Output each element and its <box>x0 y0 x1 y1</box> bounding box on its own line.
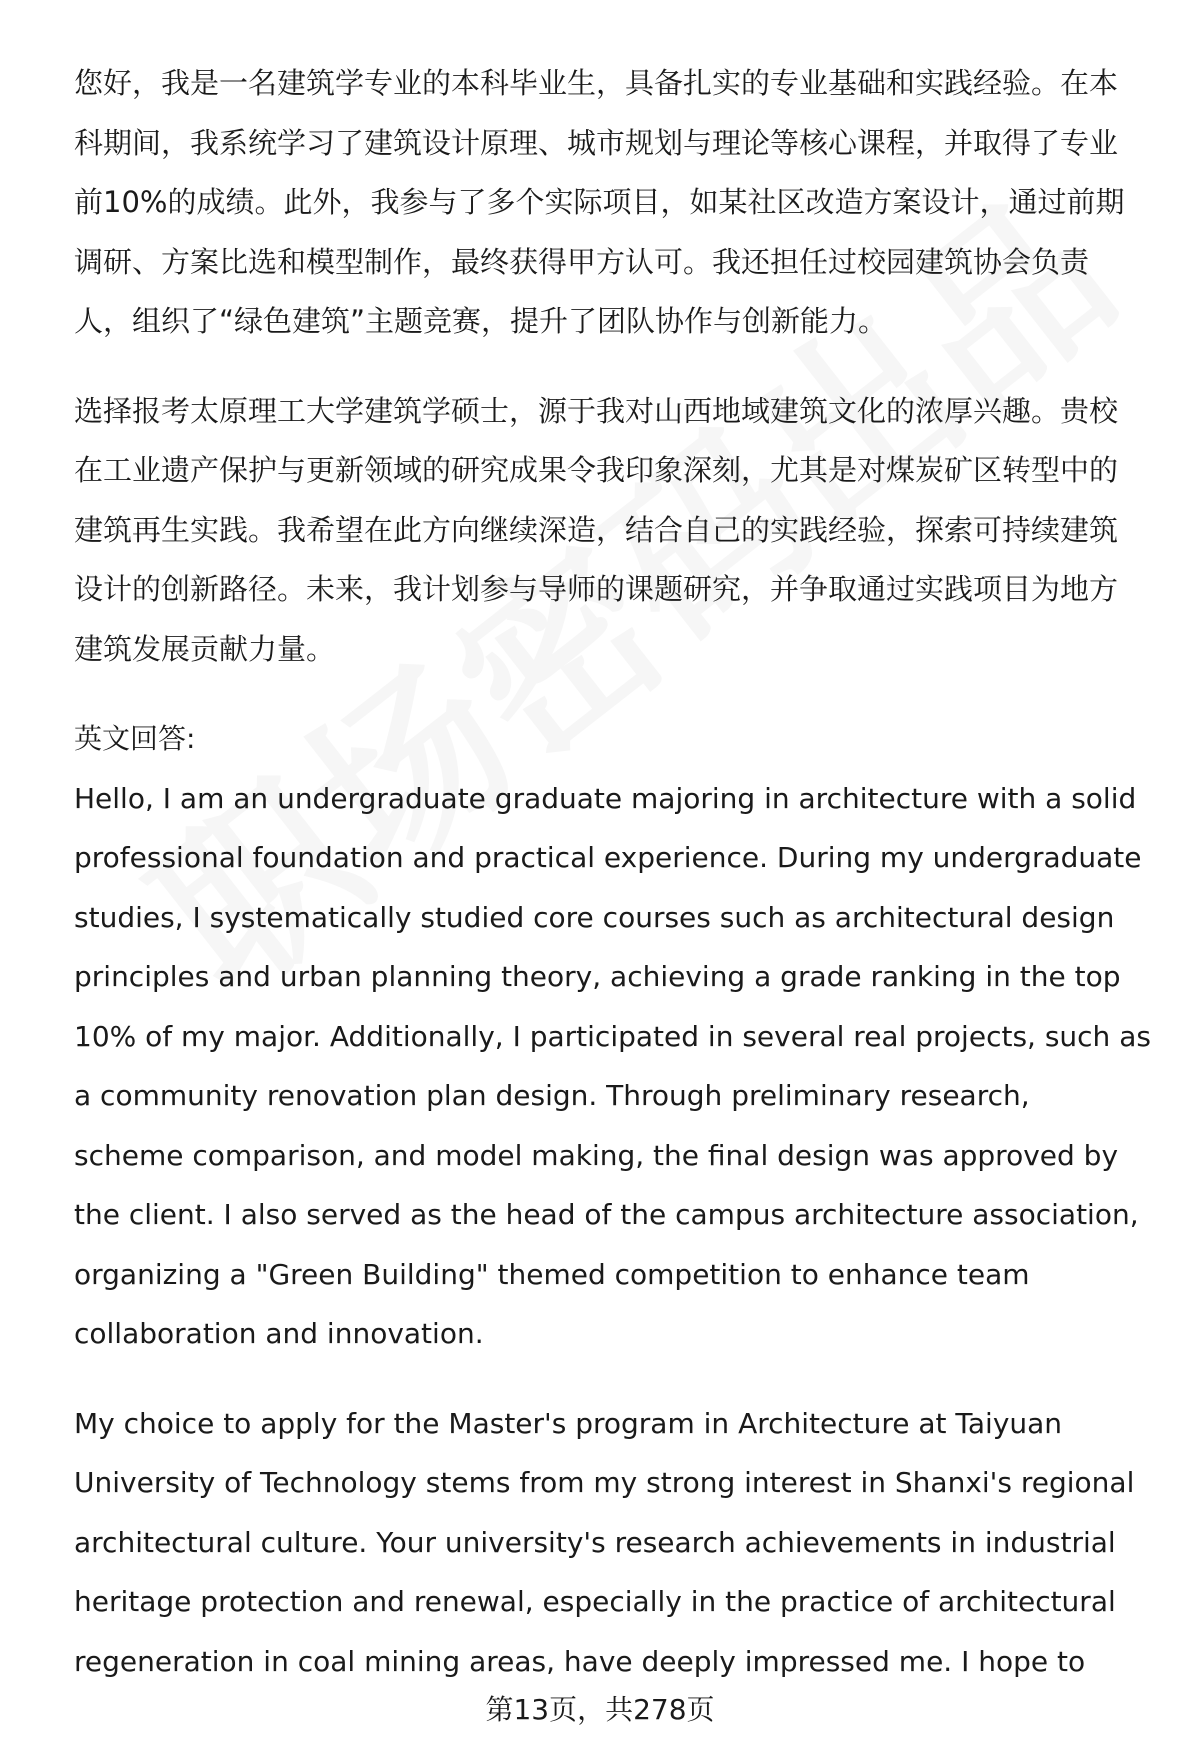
text-line: University of Technology stems from my strong interest in Shanxi's regional <box>74 1466 1135 1499</box>
text-line: 建筑发展贡献力量。 <box>74 631 336 666</box>
text-line: principles and urban planning theory, achieving a grade ranking in the top <box>74 960 1121 993</box>
text-line: 前10%的成绩。此外，我参与了多个实际项目，如某社区改造方案设计，通过前期 <box>74 185 1125 219</box>
paragraph-gap <box>74 679 1154 709</box>
text-line: 10% of my major. Additionally, I participated in several real projects, such as <box>74 1019 1151 1053</box>
text-line: heritage protection and renewal, especially in the practice of architectural <box>74 1585 1116 1618</box>
text-line: studies, I systematically studied core courses such as architectural design <box>74 900 1115 934</box>
text-line: 科期间，我系统学习了建筑设计原理、城市规划与理论等核心课程，并取得了专业 <box>74 125 1119 160</box>
text-line: My choice to apply for the Master's program in Architecture at Taiyuan <box>74 1406 1063 1440</box>
paragraph-zh-1 <box>74 54 1154 352</box>
paragraph-en-2 <box>74 1394 1154 1692</box>
text-line: collaboration and innovation. <box>74 1317 484 1350</box>
page-number-footer: 第13页，共278页 <box>485 1693 715 1726</box>
document-body <box>74 54 1154 1691</box>
text-line: organizing a "Green Building" themed competition to enhance team <box>74 1257 1030 1291</box>
paragraph-gap <box>74 1364 1154 1394</box>
text-line: architectural culture. Your university's research achievements in industrial <box>74 1525 1116 1559</box>
text-line: the client. I also served as the head of the campus architecture association, <box>74 1198 1139 1231</box>
text-line: regeneration in coal mining areas, have deeply impressed me. I hope to <box>74 1644 1086 1678</box>
text-line: professional foundation and practical experience. During my undergraduate <box>74 841 1142 874</box>
text-line: 设计的创新路径。未来，我计划参与导师的课题研究，并争取通过实践项目为地方 <box>74 572 1119 606</box>
text-line: Hello, I am an undergraduate graduate majoring in architecture with a solid <box>74 781 1137 815</box>
text-line: a community renovation plan design. Through preliminary research, <box>74 1079 1030 1112</box>
text-line: 在工业遗产保护与更新领域的研究成果令我印象深刻，尤其是对煤炭矿区转型中的 <box>74 453 1119 487</box>
text-line: scheme comparison, and model making, the final design was approved by <box>74 1138 1119 1172</box>
text-line: 调研、方案比选和模型制作，最终获得甲方认可。我还担任过校园建筑协会负责 <box>74 244 1090 279</box>
text-line: 选择报考太原理工大学建筑学硕士，源于我对山西地域建筑文化的浓厚兴趣。贵校 <box>74 393 1119 428</box>
text-line: 人，组织了“绿色建筑”主题竞赛，提升了团队协作与创新能力。 <box>74 304 888 338</box>
section-heading: 英文回答: <box>74 722 196 755</box>
paragraph-zh-2 <box>74 382 1154 680</box>
text-line: 建筑再生实践。我希望在此方向继续深造，结合自己的实践经验，探索可持续建筑 <box>74 512 1119 547</box>
paragraph-en-1 <box>74 709 1154 1364</box>
text-line: 您好，我是一名建筑学专业的本科毕业生，具备扎实的专业基础和实践经验。在本 <box>74 66 1119 100</box>
paragraph-gap <box>74 352 1154 382</box>
